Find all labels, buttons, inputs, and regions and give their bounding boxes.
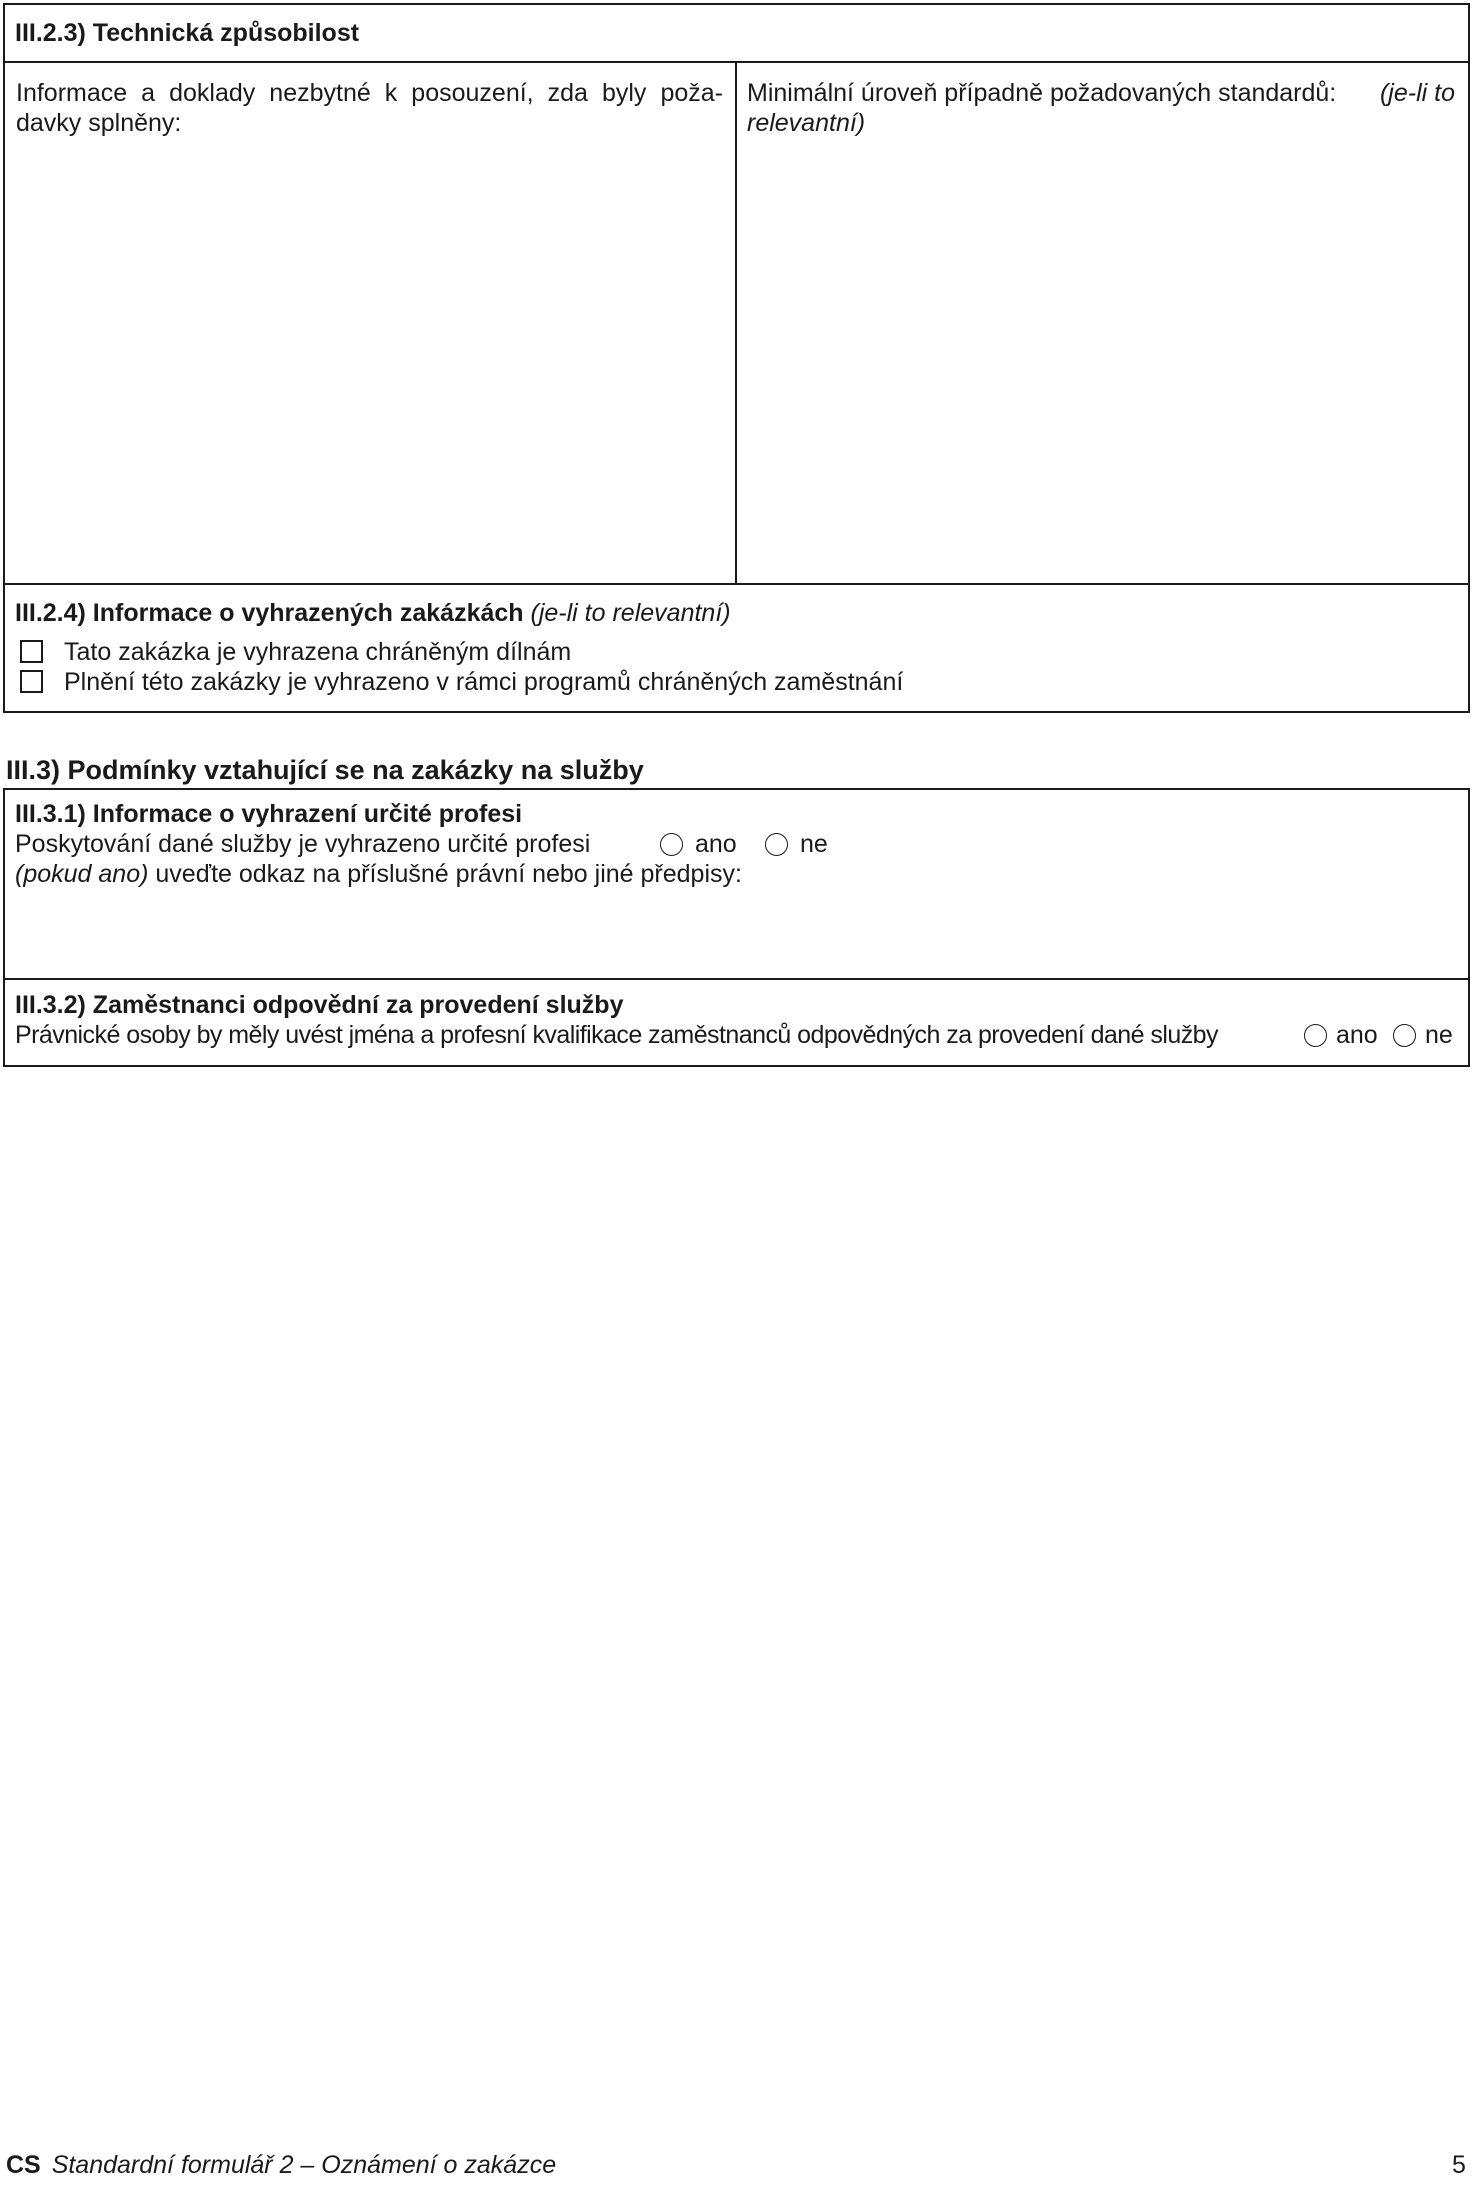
section-III-2-4-title [15,598,731,628]
footer-page-number: 5 [1452,2151,1466,2179]
left-label-line2: davky splněny: [16,109,182,137]
right-column-label [747,78,1455,138]
divider-III-3-2 [3,978,1470,980]
section-III-2-4-title-italic: (je-li to relevantní) [530,599,731,627]
reserved-workshops-checkbox[interactable] [20,640,43,663]
left-column-label [16,78,723,138]
section-III-2-4-title-text: III.2.4) Informace o vyhrazených zakázkách [15,599,524,627]
footer-lang: CS [6,2151,41,2179]
profession-no-label: ne [800,830,828,858]
right-label-line2: relevantní) [747,109,866,137]
right-label-line1 [747,78,1455,108]
section-III-2-3-title: III.2.3) Technická způsobilost [15,19,360,47]
right-label-italic1: (je-li to [1379,79,1455,107]
profession-note-text: uveďte odkaz na příslušné právní nebo jiné předpisy: [155,860,742,888]
profession-no-radio[interactable] [765,833,788,856]
divider-III-2-4 [3,583,1470,585]
profession-note [15,859,742,889]
section-III-3-1-title: III.3.1) Informace o vyhrazení určité profesi [15,800,523,828]
footer [6,2150,556,2180]
staff-no-label: ne [1425,1021,1453,1049]
sheltered-employment-label: Plnění této zakázky je vyhrazeno v rámci programů chráněných zaměstnání [64,668,904,696]
section-III-3-heading: III.3) Podmínky vztahující se na zakázky na služby [6,755,644,785]
left-label-line1: Informace a doklady nezbytné k posouzení, zda byly poža- [16,79,723,107]
profession-note-italic: (pokud ano) [15,860,149,888]
profession-yes-label: ano [695,830,737,858]
profession-question: Poskytování dané služby je vyhrazeno určité profesi [15,830,591,858]
staff-yes-label: ano [1336,1021,1378,1049]
staff-question: Právnické osoby by měly uvést jména a profesní kvalifikace zaměstnanců odpovědných za provedení dané služby [15,1021,1218,1049]
staff-yes-radio[interactable] [1304,1024,1327,1047]
divider-columns [735,61,737,583]
sheltered-employment-checkbox[interactable] [20,670,43,693]
right-label-text: Minimální úroveň případně požadovaných standardů: [747,79,1337,107]
footer-form-title: Standardní formulář 2 – Oznámení o zakázce [51,2151,557,2179]
profession-yes-radio[interactable] [660,833,683,856]
staff-no-radio[interactable] [1393,1024,1416,1047]
reserved-workshops-label: Tato zakázka je vyhrazena chráněným dílnám [64,638,572,666]
section-III-3-2-title: III.3.2) Zaměstnanci odpovědní za provedení služby [15,991,624,1019]
